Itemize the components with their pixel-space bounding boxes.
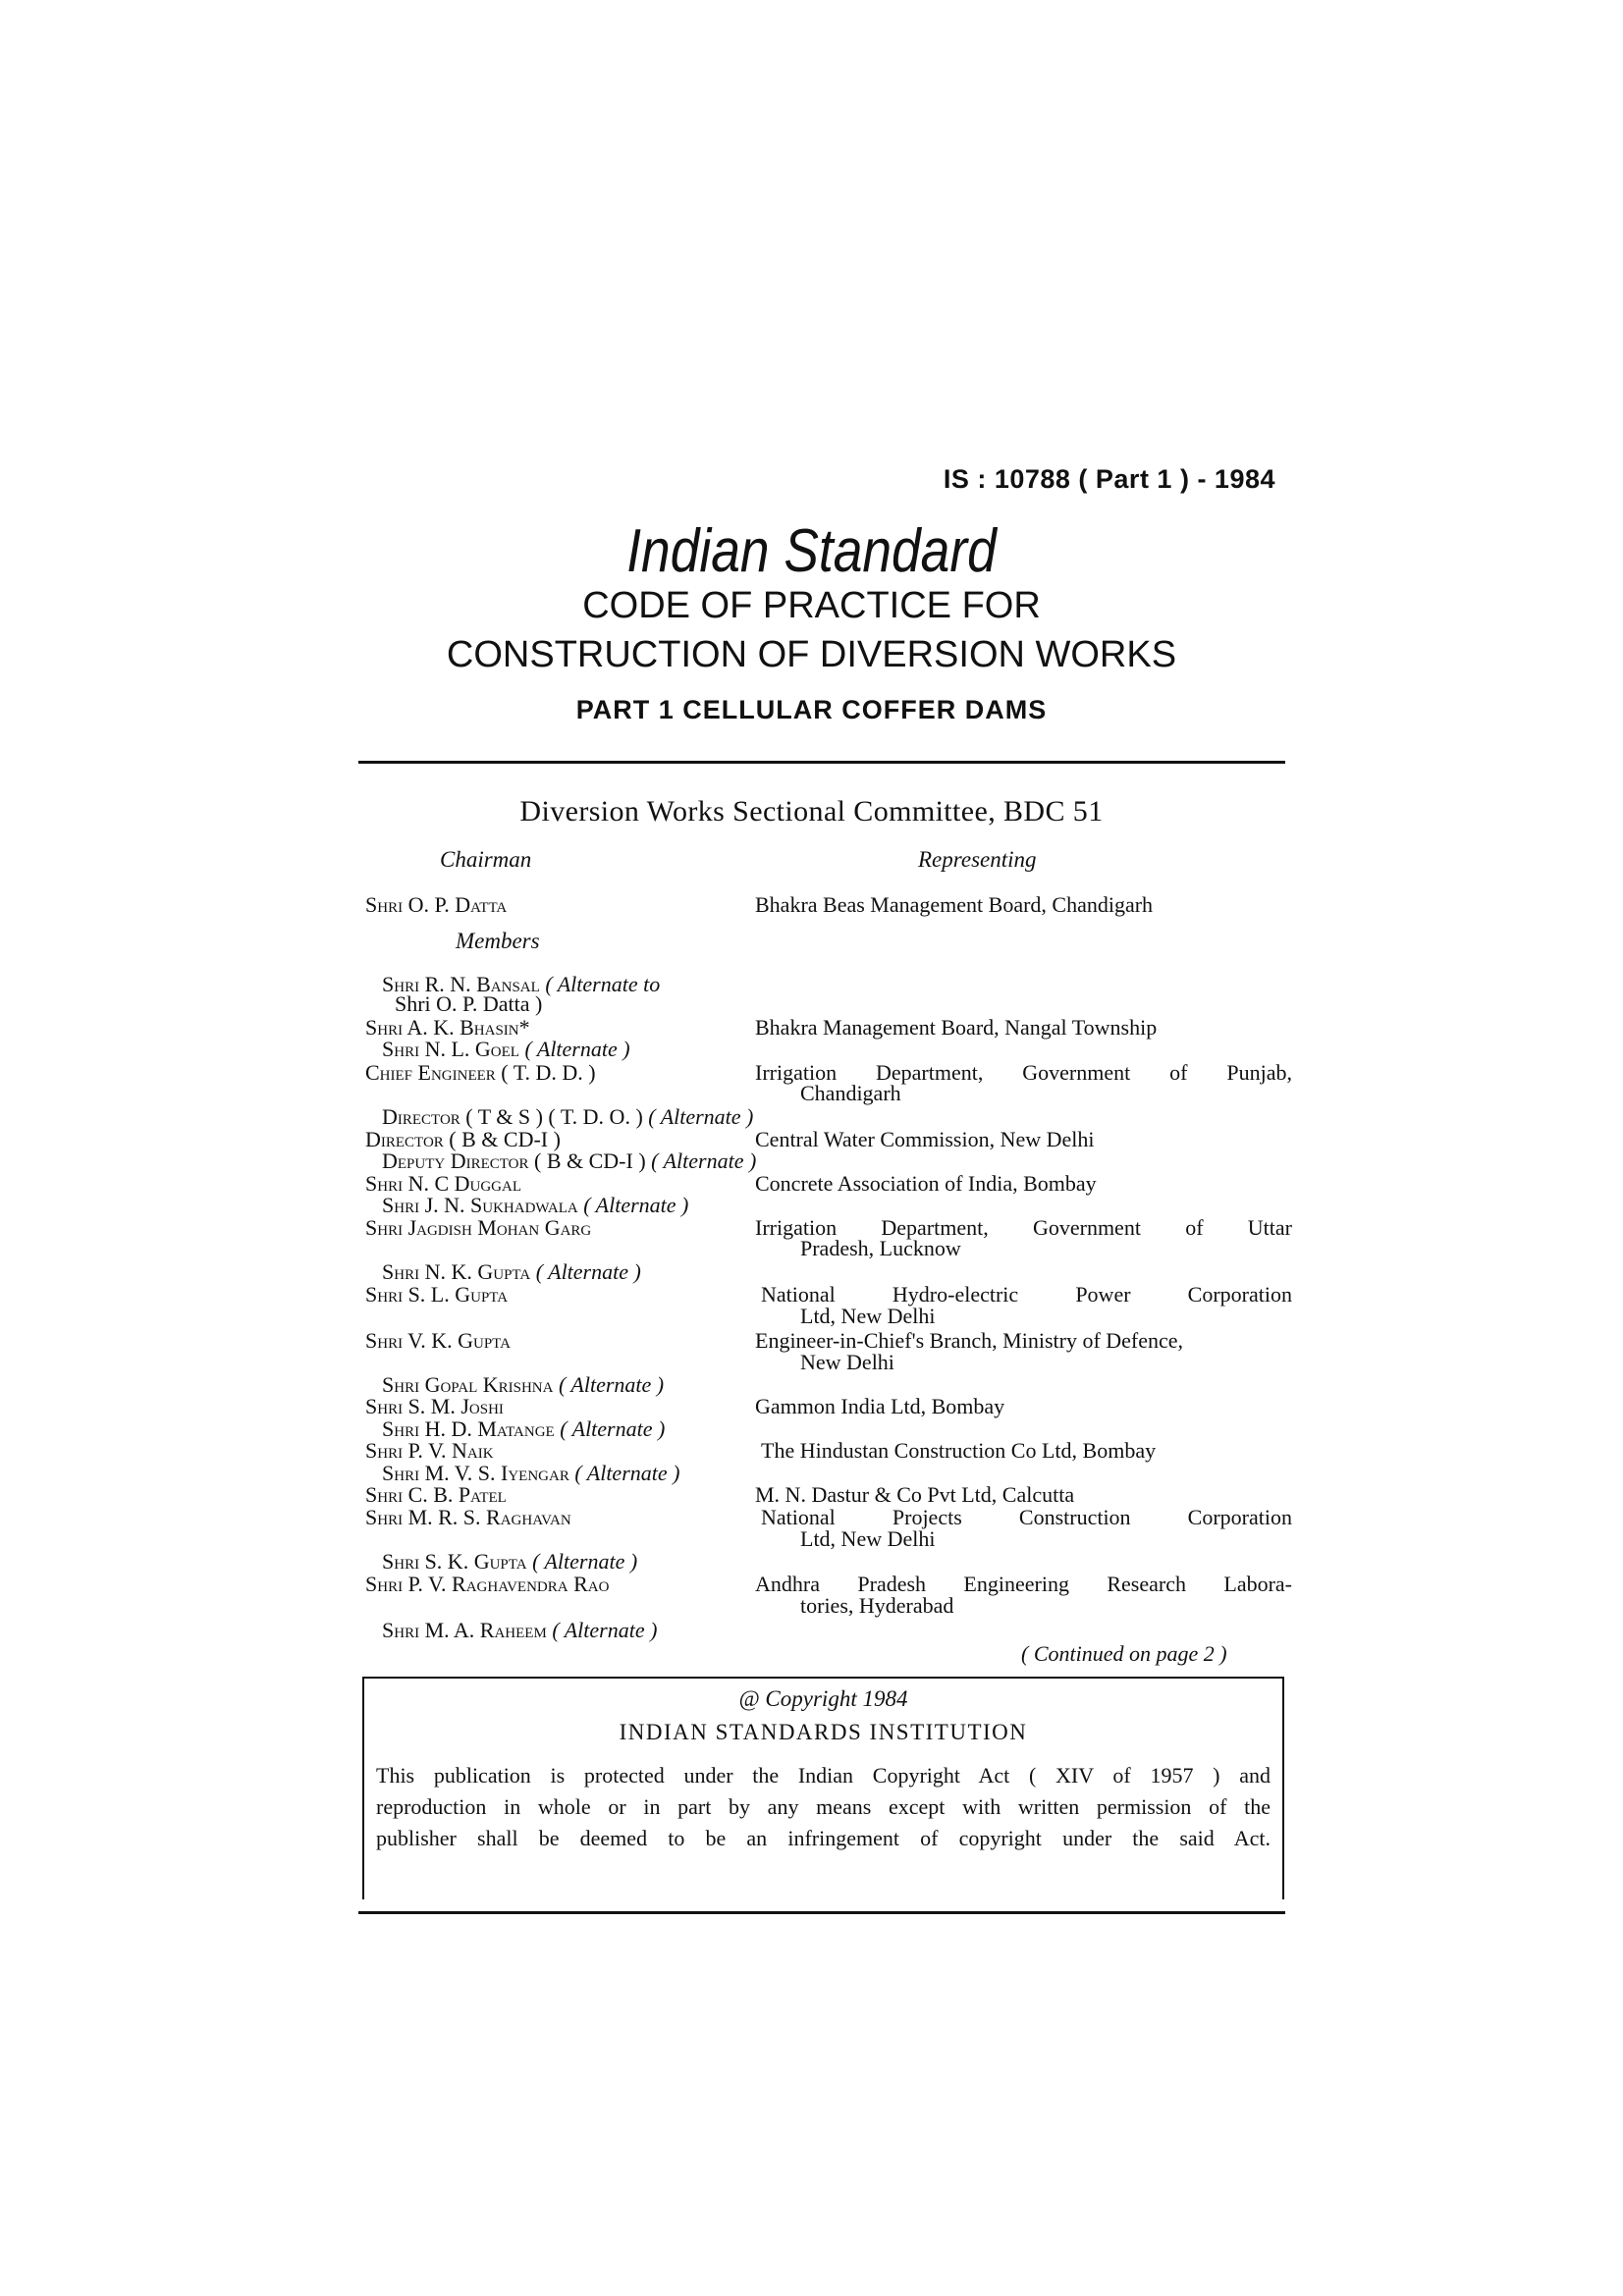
member-row bbox=[382, 1261, 641, 1283]
copyright-text: @ Copyright 1984 bbox=[738, 1686, 908, 1711]
member-representing: Gammon India Ltd, Bombay bbox=[755, 1394, 1005, 1418]
alternate-note: ( Alternate ) bbox=[574, 1461, 680, 1485]
institution-name: INDIAN STANDARDS INSTITUTION bbox=[619, 1720, 1028, 1744]
member-representing: Irrigation Department, Government of Uttar bbox=[755, 1215, 1292, 1240]
member-name: Shri V. K. Gupta bbox=[365, 1328, 511, 1353]
member-representing: National Projects Construction Corporation bbox=[761, 1505, 1292, 1529]
representing-heading: Representing bbox=[918, 847, 1037, 872]
copyright-body-line: reproduction in whole or in part by any means except with written permission of the bbox=[376, 1794, 1271, 1819]
alternate-note: ( Alternate to bbox=[545, 972, 661, 996]
member-representing: Bhakra Management Board, Nangal Township bbox=[755, 1015, 1158, 1040]
members-heading: Members bbox=[456, 929, 540, 953]
member-row bbox=[382, 1039, 630, 1060]
alternate-note: ( Alternate ) bbox=[552, 1618, 658, 1642]
alternate-note: ( Alternate ) bbox=[532, 1549, 638, 1574]
member-representing-cont: Ltd, New Delhi bbox=[800, 1526, 936, 1551]
member-name: Shri C. B. Patel bbox=[365, 1482, 507, 1507]
member-representing-cont: Pradesh, Lucknow bbox=[800, 1236, 961, 1260]
member-representing-cont: Chandigarh bbox=[800, 1081, 901, 1105]
member-row bbox=[382, 1374, 664, 1396]
member-name: Shri M. R. S. Raghavan bbox=[365, 1505, 571, 1529]
member-name: Shri N. C Duggal bbox=[365, 1171, 522, 1196]
member-representing: Central Water Commission, New Delhi bbox=[755, 1127, 1095, 1151]
member-name: Shri Jagdish Mohan Garg bbox=[365, 1215, 592, 1240]
member-name: Shri P. V. Naik bbox=[365, 1438, 494, 1463]
member-name: Shri A. K. Bhasin* bbox=[365, 1015, 530, 1040]
alternate-note: ( Alternate ) bbox=[560, 1416, 666, 1441]
copyright-line bbox=[364, 1686, 1282, 1712]
member-name: Shri N. K. Gupta bbox=[382, 1259, 531, 1284]
member-representing: The Hindustan Construction Co Ltd, Bombay bbox=[761, 1438, 1157, 1463]
member-representing-cont: Ltd, New Delhi bbox=[800, 1304, 936, 1328]
member-representing: National Hydro-electric Power Corporation bbox=[761, 1282, 1292, 1307]
copyright-body-line: This publication is protected under the Indian Copyright Act ( XIV of 1957 ) and bbox=[376, 1763, 1271, 1788]
member-row bbox=[382, 1106, 753, 1128]
committee-name: Diversion Works Sectional Committee, BDC 51 bbox=[519, 795, 1104, 828]
member-name: Shri N. L. Goel bbox=[382, 1037, 519, 1061]
chairman-name: Shri O. P. Datta bbox=[365, 892, 508, 917]
member-name: Shri S. L. Gupta bbox=[365, 1282, 509, 1307]
document-title: Indian Standard bbox=[626, 517, 997, 585]
member-name: Chief Engineer ( T. D. D. ) bbox=[365, 1060, 596, 1085]
standard-number: IS : 10788 ( Part 1 ) - 1984 bbox=[943, 464, 1275, 494]
member-name: Shri J. N. Sukhadwala bbox=[382, 1193, 578, 1217]
member-representing: Engineer-in-Chief's Branch, Ministry of Defence, bbox=[755, 1328, 1184, 1353]
alternate-note: ( Alternate ) bbox=[535, 1259, 641, 1284]
member-name: Shri Gopal Krishna bbox=[382, 1372, 554, 1397]
member-representing: M. N. Dastur & Co Pvt Ltd, Calcutta bbox=[755, 1482, 1075, 1507]
alternate-note: ( Alternate ) bbox=[558, 1372, 665, 1397]
subtitle-line-2: CONSTRUCTION OF DIVERSION WORKS bbox=[446, 634, 1177, 675]
bottom-rule bbox=[358, 1911, 1285, 1914]
alternate-note: ( Alternate ) bbox=[583, 1193, 689, 1217]
member-name: Shri P. V. Raghavendra Rao bbox=[365, 1572, 610, 1596]
member-row bbox=[382, 1195, 688, 1216]
alternate-note: ( Alternate ) bbox=[524, 1037, 630, 1061]
member-name: Deputy Director ( B & CD-I ) bbox=[382, 1148, 646, 1173]
chairman-heading: Chairman bbox=[440, 847, 532, 872]
member-name: Shri S. K. Gupta bbox=[382, 1549, 527, 1574]
member-representing-cont: New Delhi bbox=[800, 1350, 894, 1374]
part-title: PART 1 CELLULAR COFFER DAMS bbox=[575, 695, 1048, 724]
member-name: Shri M. A. Raheem bbox=[382, 1618, 547, 1642]
member-name: Shri S. M. Joshi bbox=[365, 1394, 504, 1418]
top-rule bbox=[358, 761, 1285, 764]
member-representing: Concrete Association of India, Bombay bbox=[755, 1171, 1097, 1196]
member-row bbox=[382, 1150, 756, 1172]
member-row: Shri O. P. Datta ) bbox=[395, 991, 543, 1016]
continued-note: ( Continued on page 2 ) bbox=[1021, 1641, 1227, 1666]
member-row bbox=[382, 1418, 665, 1440]
member-name: Shri M. V. S. Iyengar bbox=[382, 1461, 569, 1485]
copyright-body-line: publisher shall be deemed to be an infringement of copyright under the said Act. bbox=[376, 1826, 1271, 1850]
member-representing-cont: tories, Hyderabad bbox=[800, 1593, 954, 1618]
copyright-body bbox=[376, 1760, 1271, 1854]
member-name: Shri H. D. Matange bbox=[382, 1416, 555, 1441]
alternate-note: ( Alternate ) bbox=[651, 1148, 757, 1173]
member-representing: Andhra Pradesh Engineering Research Labora- bbox=[755, 1572, 1292, 1596]
member-name: Shri R. N. Bansal bbox=[382, 972, 540, 996]
alternate-note: ( Alternate ) bbox=[648, 1104, 754, 1129]
member-row bbox=[382, 1551, 637, 1573]
member-name: Director ( T & S ) ( T. D. O. ) bbox=[382, 1104, 643, 1129]
member-row bbox=[382, 1463, 679, 1484]
subtitle-line-1: CODE OF PRACTICE FOR bbox=[582, 585, 1041, 626]
member-name: Director ( B & CD-I ) bbox=[365, 1127, 561, 1151]
copyright-box bbox=[362, 1677, 1284, 1899]
member-row bbox=[382, 1620, 657, 1641]
member-representing: Irrigation Department, Government of Punjab, bbox=[755, 1060, 1292, 1085]
chairman-representing: Bhakra Beas Management Board, Chandigarh bbox=[755, 892, 1154, 917]
